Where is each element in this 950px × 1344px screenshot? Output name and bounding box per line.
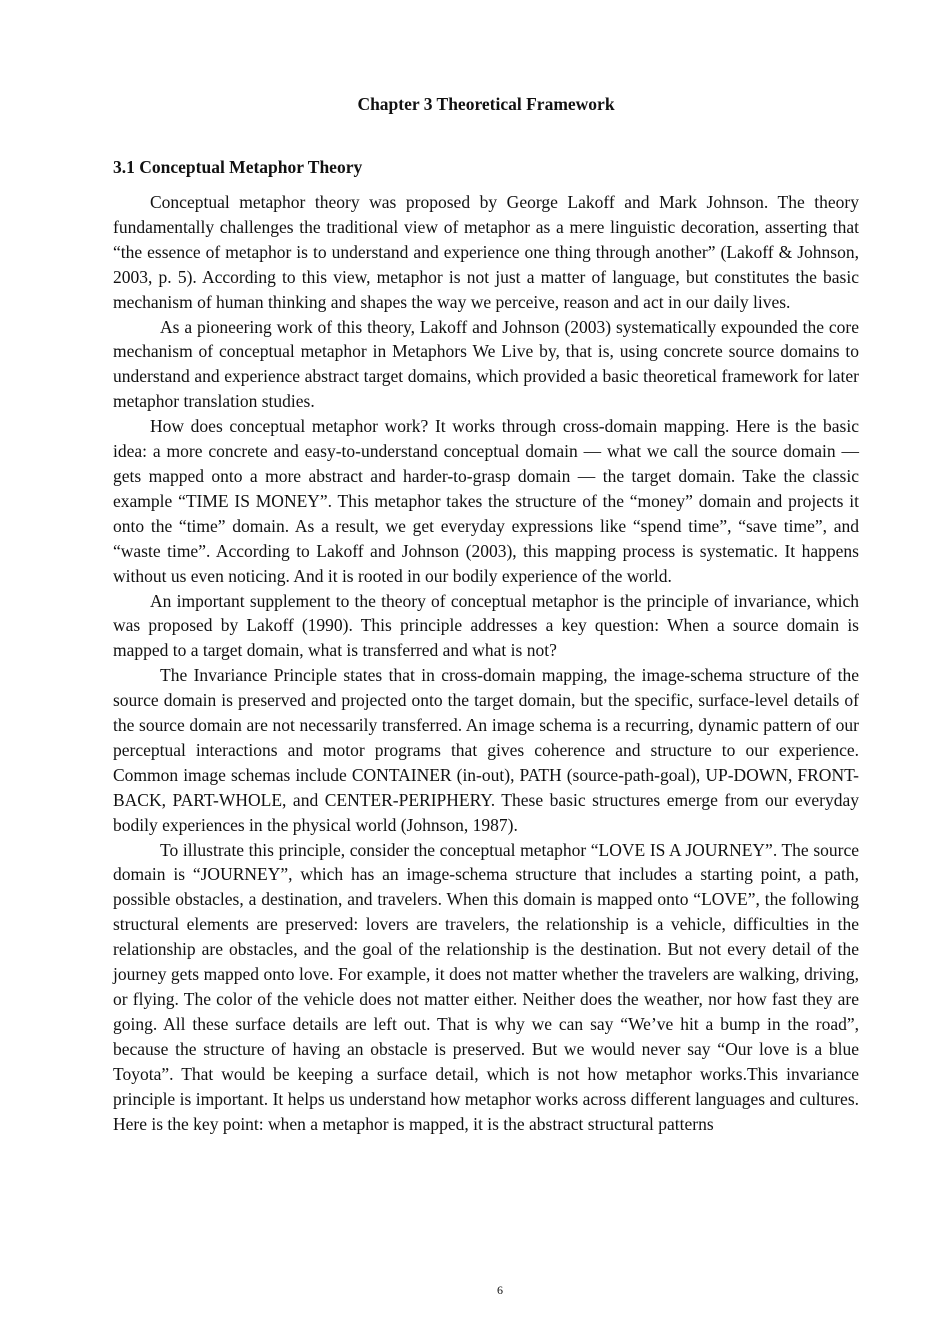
- paragraph: An important supplement to the theory of conceptual metaphor is the principle of invariance, which was proposed by Lakoff (1990). This principle addresses a key question: When a source domain is mapped to a target domain, what is transferred and what is not?: [113, 590, 859, 661]
- paragraph: To illustrate this principle, consider the conceptual metaphor “LOVE IS A JOURNEY”. The source domain is “JOURNEY”, which has an image-schema structure that includes a starting point, a path, possible obstacles, a destination, and travelers. When this domain is mapped onto “LOVE”, the following structural elements are preserved: lovers are travelers, the relationship is a vehicle, difficulties in the relationship are obstacles, and the goal of the relationship is the destination. But not every detail of the journey gets mapped onto love. For example, it does not matter whether the travelers are walking, driving, or flying. The color of the vehicle does not matter either. Neither does the weather, nor how fast they are going. All these surface details are left out. That is why we can say “We’ve hit a bump in the road”, because the structure of having an obstacle is preserved. But we would never say “Our love is a blue Toyota”. That would be keeping a surface detail, which is not how metaphor works.This invariance principle is important. It helps us understand how metaphor works across different languages and cultures. Here is the key point: when a metaphor is mapped, it is the abstract structural patterns: [113, 839, 859, 1134]
- paragraph: Conceptual metaphor theory was proposed by George Lakoff and Mark Johnson. The theory fundamentally challenges the traditional view of metaphor as a mere linguistic decoration, asserting that “the essence of metaphor is to understand and experience one thing through another” (Lakoff & Johnson, 2003, p. 5). According to this view, metaphor is not just a matter of language, but constitutes the basic mechanism of human thinking and shapes the way we perceive, reason and act in our daily lives.: [113, 192, 859, 312]
- section-heading: 3.1 Conceptual Metaphor Theory: [113, 157, 363, 177]
- paragraph: How does conceptual metaphor work? It works through cross-domain mapping. Here is the basic idea: a more concrete and easy-to-understand conceptual domain — what we call the source domain — gets mapped onto a more abstract and harder-to-grasp domain — the target domain. Take the classic example “TIME IS MONEY”. This metaphor takes the structure of the “money” domain and projects it onto the “time” domain. As a result, we get everyday expressions like “spend time”, “save time”, and “waste time”. According to Lakoff and Johnson (2003), this mapping process is systematic. It happens without us even noticing. And it is rooted in our bodily experience of the world.: [113, 416, 859, 586]
- paragraph: As a pioneering work of this theory, Lakoff and Johnson (2003) systematically expounded the core mechanism of conceptual metaphor in Metaphors We Live by, that is, using concrete source domains to understand and experience abstract target domains, which provided a basic theoretical framework for later metaphor translation studies.: [113, 316, 859, 412]
- page-number: 6: [497, 1283, 503, 1297]
- section-body: [113, 190, 859, 1136]
- chapter-title: Chapter 3 Theoretical Framework: [357, 94, 615, 114]
- paragraph: The Invariance Principle states that in cross-domain mapping, the image-schema structure of the source domain is preserved and projected onto the target domain, but the specific, surface-level details of the source domain are not necessarily transferred. An image schema is a recurring, dynamic pattern of our perceptual interactions and motor programs that gives coherence and structure to our experience. Common image schemas include CONTAINER (in-out), PATH (source-path-goal), UP-DOWN, FRONT-BACK, PART-WHOLE, and CENTER-PERIPHERY. These basic structures emerge from our everyday bodily experiences in the physical world (Johnson, 1987).: [113, 665, 859, 835]
